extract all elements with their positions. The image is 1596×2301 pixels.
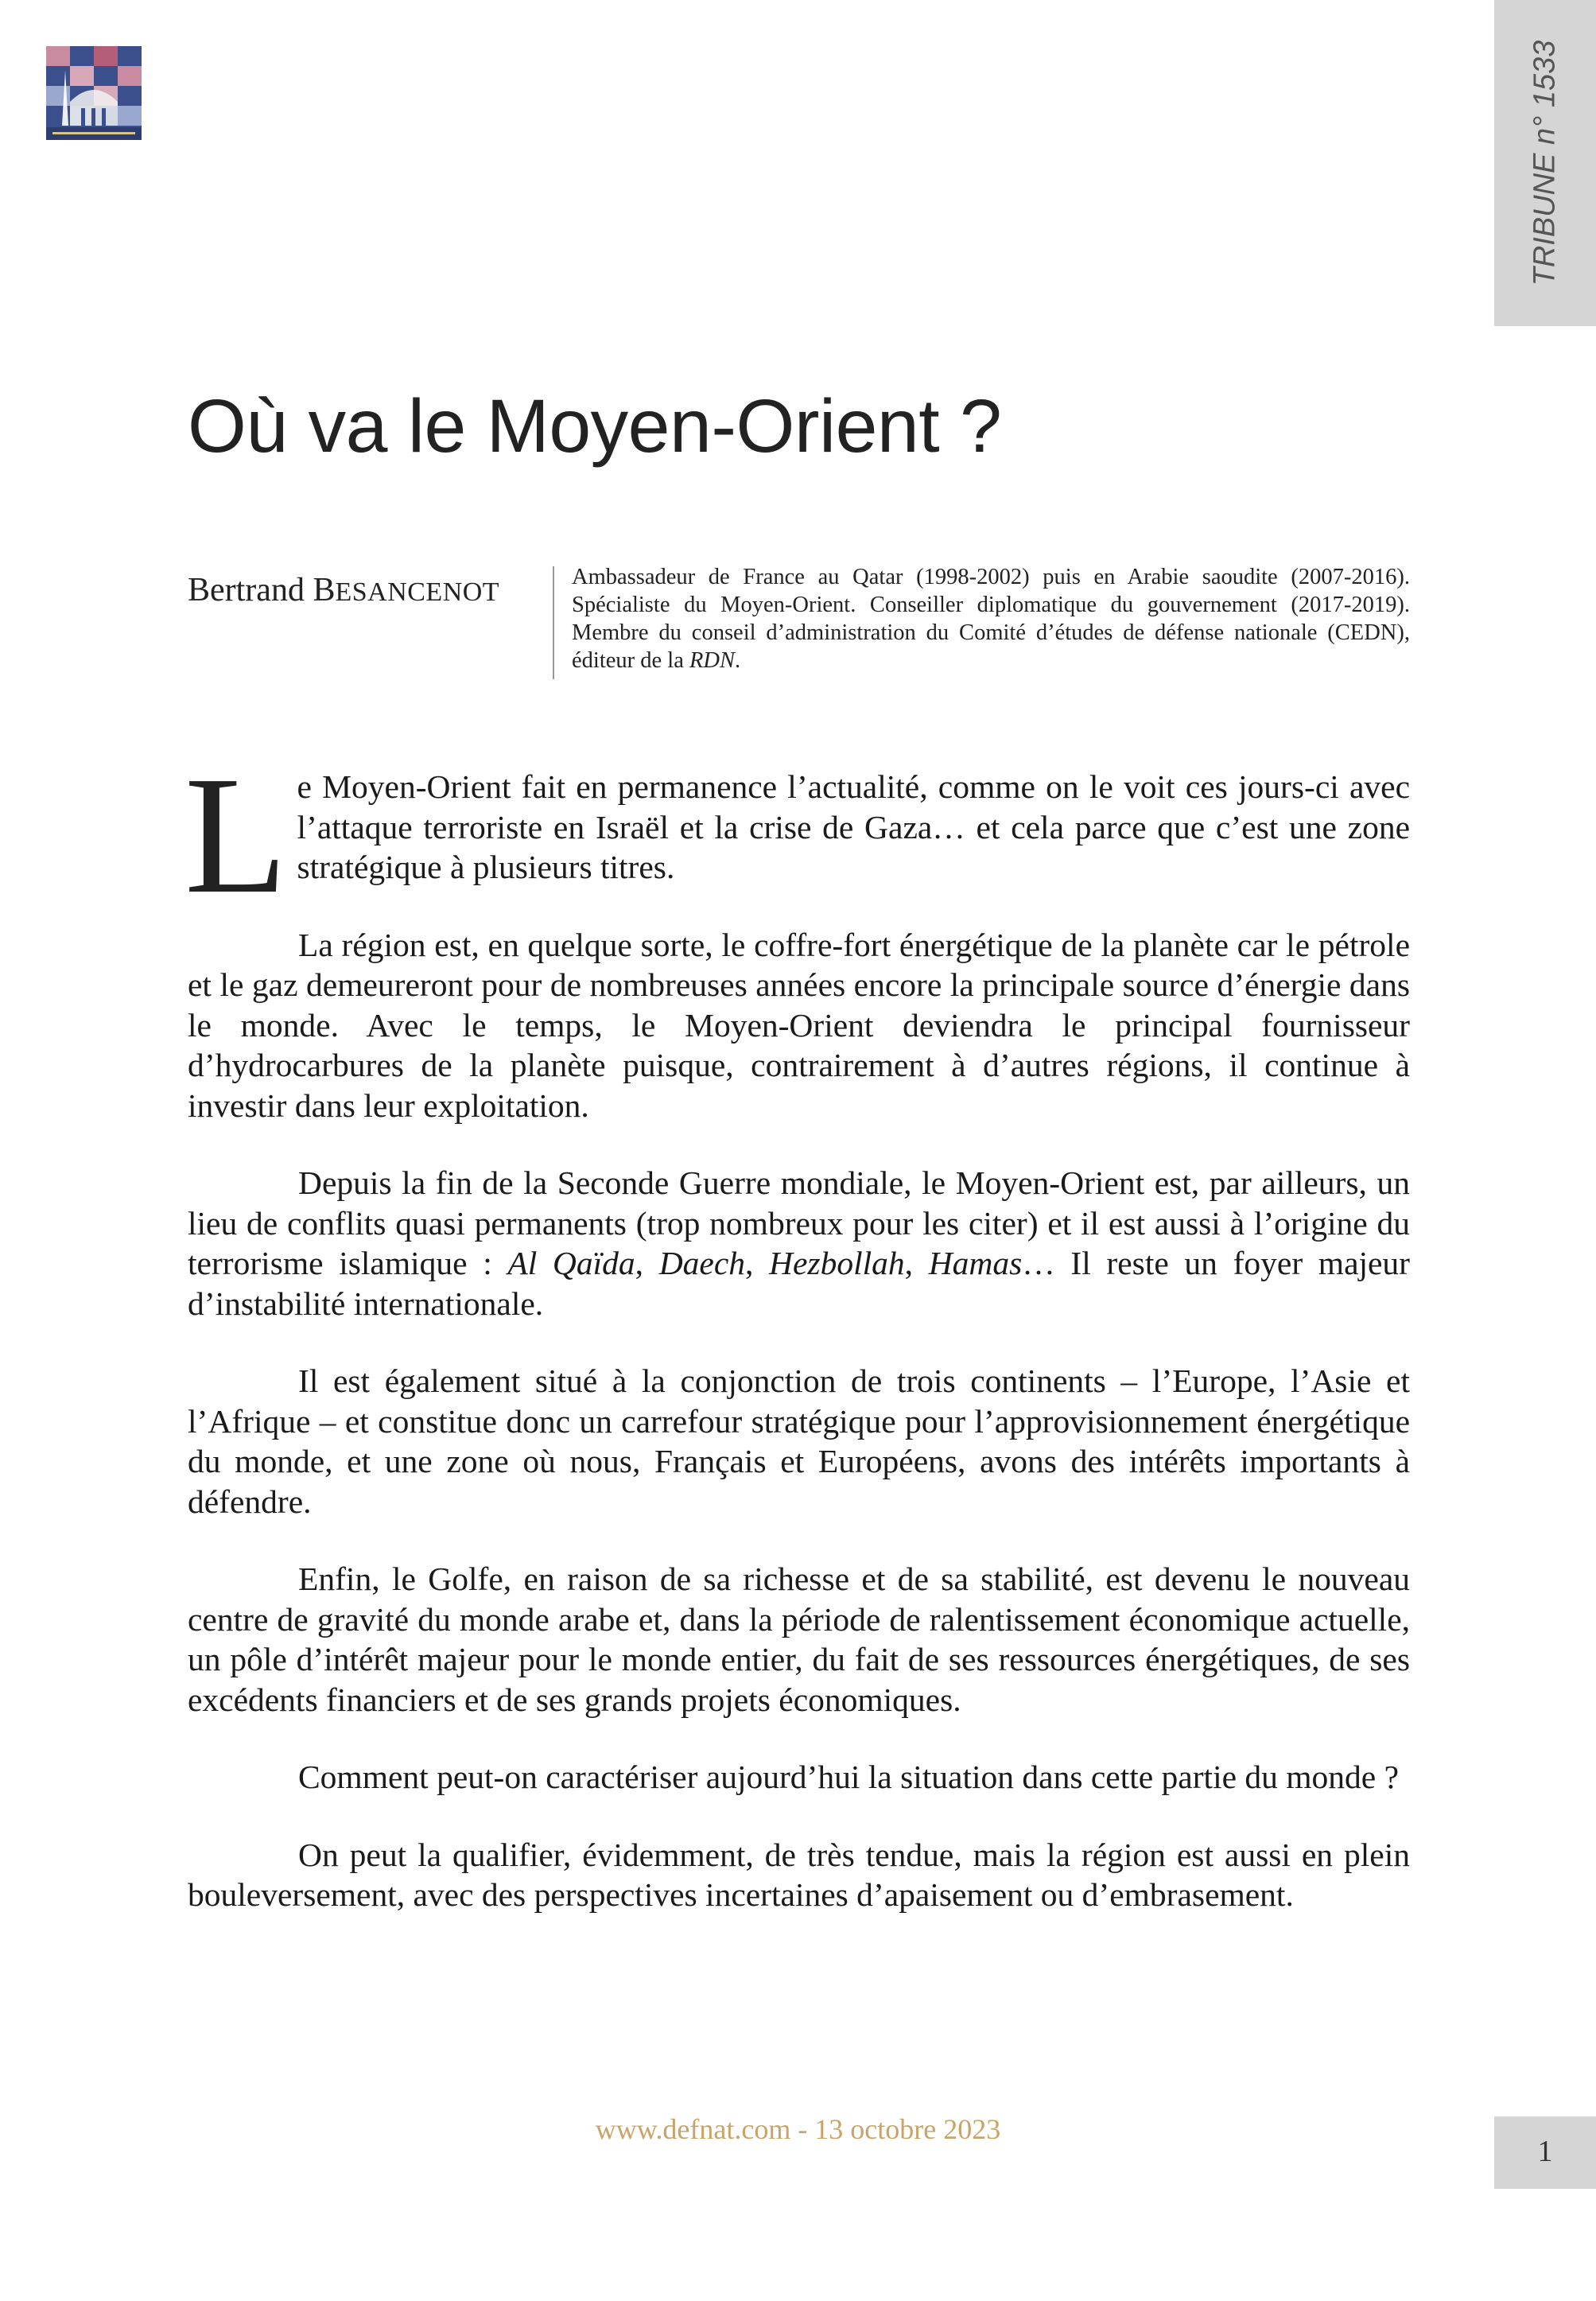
term-al-qaida: Al Qaïda — [507, 1245, 635, 1281]
term-daech: Daech — [658, 1245, 746, 1281]
paragraph-2: La région est, en quelque sorte, le coffre-fort énergétique de la planète car le pétrole et le gaz demeureront pour de nombreuses années encore la principale source d’énergie dans le monde. Avec le temps, le Moyen-Orient deviendra le principal fournisseur d’hydrocarbures de la planète puisque, contrairement à d’autres régions, il continue à investir dans leur exploitation. — [188, 926, 1410, 1124]
sep-2: , — [745, 1245, 770, 1281]
footer-url-date: www.defnat.com - 13 octobre 2023 — [595, 2113, 1001, 2145]
paragraph-1 — [184, 741, 1410, 928]
publisher-logo — [46, 46, 142, 140]
sep-3: , — [904, 1245, 929, 1281]
page-number-box — [1494, 2116, 1596, 2189]
paragraph-4: Il est également situé à la conjonction de trois continents – l’Europe, l’Asie et l’Afrique – et constitue donc un carrefour stratégique pour l’approvisionnement énergétique du monde, et une zone où nous, Français et Européens, avons des intérêts importants à défendre. — [188, 1362, 1410, 1520]
paragraph-5: Enfin, le Golfe, en raison de sa richesse et de sa stabilité, est devenu le nouveau centre de gravité du monde arabe et, dans la période de ralentissement économique actuelle, un pôle d’intérêt majeur pour le monde entier, du fait de ses ressources énergétiques, de ses excédents financiers et de ses grands projets économiques. — [188, 1561, 1410, 1718]
page-number: 1 — [1537, 2135, 1553, 2168]
tribune-side-tab — [1494, 0, 1596, 326]
paragraph-3-end: … Il reste un foyer majeur d’instabilité internationale. — [188, 1245, 1411, 1322]
paragraph-3 — [188, 1163, 1410, 1323]
sep-1: , — [635, 1245, 659, 1281]
tribune-number: TRIBUNE n° 1533 — [1528, 40, 1562, 286]
paragraph-7: On peut la qualifier, évidemment, de très tendue, mais la région est aussi en plein bouleversement, avec des perspectives incertaines d’apaisement ou d’embrasement. — [188, 1836, 1410, 1913]
author-last-initial: B — [313, 572, 336, 608]
paragraph-3-start: Depuis la fin de la Seconde Guerre mondiale, le Moyen-Orient est, par ailleurs, un lieu de conflits quasi permanents (trop nombreux pour les citer) et il est aussi à l’origine du terrorisme islamique : — [188, 1164, 1410, 1281]
bio-rdn: RDN — [689, 648, 735, 673]
term-hamas: Hamas — [928, 1245, 1023, 1281]
term-hezbollah: Hezbollah — [769, 1245, 905, 1281]
author-name — [188, 571, 499, 609]
article-body — [184, 741, 1411, 1953]
paragraph-6: Comment peut-on caractériser aujourd’hui la situation dans cette partie du monde ? — [298, 1759, 1400, 1795]
bio-end: . — [734, 648, 741, 673]
bio-text: Ambassadeur de France au Qatar (1998-2002) puis en Arabie saoudite (2007-2016). Spécialiste du Moyen-Orient. Conseiller diplomatique du gouvernement (2017-2019). Membre du conseil d’administration du Comité d’études de défense nationale (CEDN), éditeur de la — [572, 565, 1410, 673]
paragraph-1-text: e Moyen-Orient fait en permanence l’actualité, comme on le voit ces jours-ci avec l’attaque terroriste en Israël et la crise de Gaza… et cela parce que c’est une zone stratégique à plusieurs titres. — [297, 768, 1410, 885]
author-first-name: Bertrand — [188, 572, 313, 608]
drop-cap: L — [184, 741, 288, 928]
author-last-name-rest: ESANCENOT — [335, 577, 500, 607]
bio-divider — [553, 566, 554, 679]
article-title: Où va le Moyen-Orient ? — [188, 384, 1002, 468]
author-bio — [572, 563, 1410, 674]
